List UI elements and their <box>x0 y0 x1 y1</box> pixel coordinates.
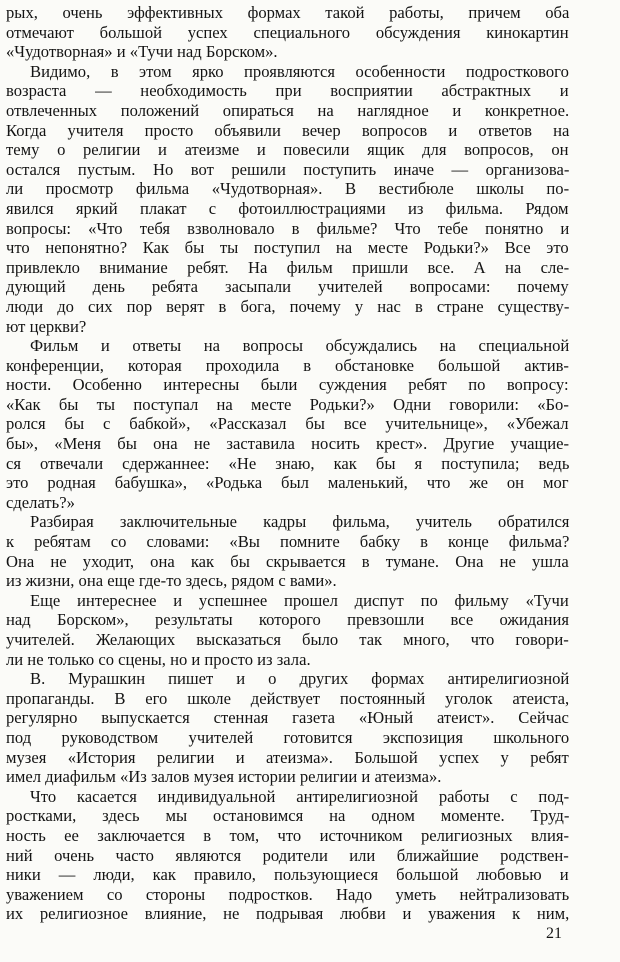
text-line: тему о религии и атеизме и повесили ящик для вопросов, он <box>6 140 569 160</box>
text-line: ролся бы с бабкой», «Рассказал бы все учительнице», «Убежал <box>6 414 569 434</box>
text-line: остался пустым. Но вот решили поступить иначе — организова- <box>6 159 570 179</box>
text-line: сделать?» <box>6 492 75 512</box>
text-line: ют церкви? <box>6 316 87 336</box>
text-line: к ребятам со словами: «Вы помните бабку в конце фильма? <box>6 532 570 552</box>
text-line: Она не уходит, она как бы скрывается в тумане. Она не ушла <box>6 551 569 571</box>
text-line: ники — люди, как правило, пользующиеся большой любовью и <box>6 865 569 885</box>
text-line: ность ее заключается в том, что источником религиозных влия- <box>6 825 569 845</box>
text-line: дующий день ребята засыпали учителей вопросами: почему <box>6 277 569 297</box>
text-line: возраста — необходимость при восприятии абстрактных и <box>6 81 569 101</box>
text-line: ли не только со сцены, но и просто из зала. <box>6 649 311 669</box>
text-line: отвлеченных положений опираться на наглядное и конкретное. <box>6 100 570 120</box>
text-line: ний очень часто являются родители или ближайшие родствен- <box>6 845 569 865</box>
text-line: ся отвечали сдержаннее: «Не знаю, как бы я поступила; ведь <box>6 453 570 473</box>
text-line: ростками, здесь мы остановимся на одном моменте. Труд- <box>6 806 570 826</box>
text-line: ли просмотр фильма «Чудотворная». В вестибюле школы по- <box>6 179 570 199</box>
text-line: учителей. Желающих высказаться было так много, что говори- <box>6 630 569 649</box>
text-line: ности. Особенно интересны были суждения ребят по вопросу: <box>6 375 569 395</box>
page-number: 21 <box>546 925 562 942</box>
text-line: В. Мурашкин пишет и о других формах антирелигиозной <box>30 669 570 689</box>
text-line: регулярно выпускается стенная газета «Юный атеист». Сейчас <box>6 708 569 728</box>
text-line: люди до сих пор верят в бога, почему у нас в стране существу- <box>6 296 570 316</box>
text-line: это родная бабушка», «Родька был маленький, что же он мог <box>6 473 569 493</box>
text-line: Разбирая заключительные кадры фильма, учитель обратился <box>30 512 570 532</box>
text-line: Что касается индивидуальной антирелигиозной работы с под- <box>30 786 570 806</box>
text-line: пропаганды. В его школе действует постоянный уголок атеиста, <box>6 688 570 708</box>
text-line: конференции, которая проходила в обстановке большой актив- <box>6 355 569 375</box>
text-line: Когда учителя просто объявили вечер вопросов и ответов на <box>6 120 570 140</box>
text-line: что непонятно? Как бы ты поступил на месте Родьки?» Все это <box>6 238 569 258</box>
body-text <box>6 3 569 924</box>
text-line: Фильм и ответы на вопросы обсуждались на специальной <box>30 336 570 356</box>
text-line: вопросы: «Что тебя взволновало в фильме? Что тебе понятно и <box>6 218 570 238</box>
text-line: отмечают большой успех специального обсуждения кинокартин <box>6 22 569 42</box>
text-line: над Борском», результаты которого превзошли все ожидания <box>6 610 569 630</box>
text-line: под руководством учителей готовится экспозиция школьного <box>6 727 570 747</box>
text-line: бы», «Меня бы она не заставила носить крест». Другие учащие- <box>6 434 570 454</box>
text-line: «Как бы ты поступал на месте Родьки?» Одни говорили: «Бо- <box>6 394 569 414</box>
text-line: явился яркий плакат с фотоиллюстрациями из фильма. Рядом <box>6 198 569 218</box>
text-line: из жизни, она еще где-то здесь, рядом с вами». <box>6 571 337 591</box>
text-line: уважением со стороны подростков. Надо уметь нейтрализовать <box>6 884 570 904</box>
text-line: Еще интереснее и успешнее прошел диспут по фильму «Тучи <box>30 590 569 610</box>
text-line: Видимо, в этом ярко проявляются особенности подросткового <box>30 61 569 81</box>
text-line: имел диафильм «Из залов музея истории религии и атеизма». <box>6 767 442 787</box>
text-line: привлекло внимание ребят. На фильм пришли все. А на сле- <box>6 257 570 277</box>
text-line: их религиозное влияние, не подрывая любви и уважения к ним, <box>6 904 570 924</box>
text-line: «Чудотворная» и «Тучи над Борском». <box>6 42 278 62</box>
text-line: музея «История религии и атеизма». Большой успех у ребят <box>6 747 569 767</box>
text-line: рых, очень эффективных формах такой работы, причем оба <box>6 3 570 22</box>
